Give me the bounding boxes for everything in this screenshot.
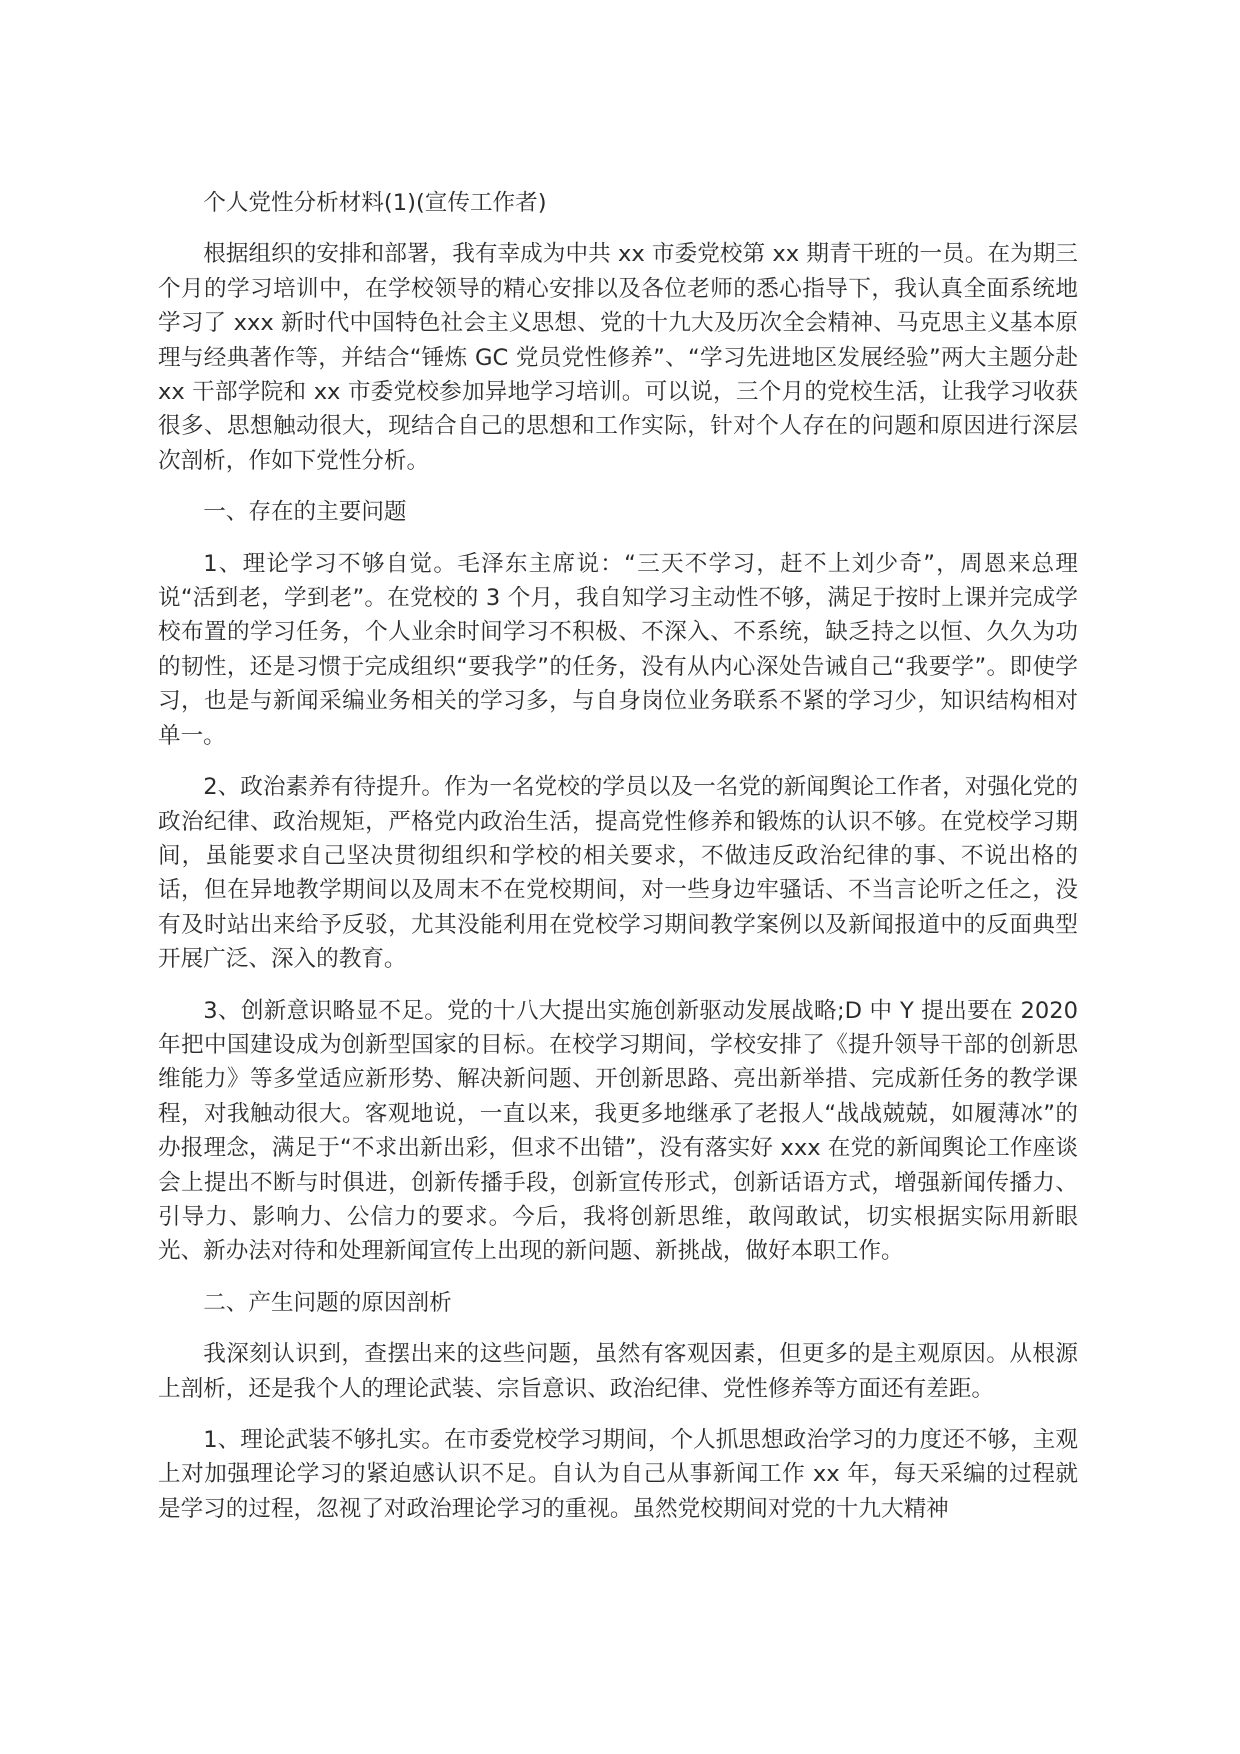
paragraph-problem-1: 1、理论学习不够自觉。毛泽东主席说：“三天不学习，赶不上刘少奇”，周恩来总理说“活到老，学到老”。在党校的 3 个月，我自知学习主动性不够，满足于按时上课并完成学校布置的学习任务，个人业余时间学习不积极、不深入、不系统，缺乏持之以恒、久久为功的韧性，还是习惯于完成组织“要我学”的任务，没有从内心深处告诫自己“我要学”。即使学习，也是与新闻采编业务相关的学习多，与自身岗位业务联系不紧的学习少，知识结构相对单一。 (158, 550, 1078, 749)
paragraph-problem-3: 3、创新意识略显不足。党的十八大提出实施创新驱动发展战略;D 中 Y 提出要在 2020 年把中国建设成为创新型国家的目标。在校学习期间，学校安排了《提升领导干部的创新思维能力》等多堂适应新形势、解决新问题、开创新思路、亮出新举措、完成新任务的教学课程，对我触动很大。客观地说，一直以来，我更多地继承了老报人“战战兢兢，如履薄冰”的办报理念，满足于“不求出新出彩，但求不出错”，没有落实好 xxx 在党的新闻舆论工作座谈会上提出不断与时俱进，创新传播手段，创新宣传形式，创新话语方式，增强新闻传播力、引导力、影响力、公信力的要求。今后，我将创新思维，敢闯敢试，切实根据实际用新眼光、新办法对待和处理新闻宣传上出现的新问题、新挑战，做好本职工作。 (158, 997, 1078, 1265)
paragraph-problem-2: 2、政治素养有待提升。作为一名党校的学员以及一名党的新闻舆论工作者，对强化党的政治纪律、政治规矩，严格党内政治生活，提高党性修养和锻炼的认识不够。在党校学习期间，虽能要求自己坚决贯彻组织和学校的相关要求，不做违反政治纪律的事、不说出格的话，但在异地教学期间以及周末不在党校期间，对一些身边牢骚话、不当言论听之任之，没有及时站出来给予反驳，尤其没能利用在党校学习期间教学案例以及新闻报道中的反面典型开展广泛、深入的教育。 (158, 774, 1078, 973)
paragraph-causes-intro: 我深刻认识到，查摆出来的这些问题，虽然有客观因素，但更多的是主观原因。从根源上剖析，还是我个人的理论武装、宗旨意识、政治纪律、党性修养等方面还有差距。 (158, 1341, 1078, 1402)
document-title: 个人党性分析材料(1)(宣传工作者) (203, 190, 547, 216)
section-heading-causes: 二、产生问题的原因剖析 (203, 1289, 452, 1316)
paragraph-intro: 根据组织的安排和部署，我有幸成为中共 xx 市委党校第 xx 期青干班的一员。在为期三个月的学习培训中，在学校领导的精心安排以及各位老师的悉心指导下，我认真全面系统地学习了 xxx 新时代中国特色社会主义思想、党的十九大及历次全会精神、马克思主义基本原理与经典著作等，并结合“锤炼 GC 党员党性修养”、“学习先进地区发展经验”两大主题分赴 xx 干部学院和 xx 市委党校参加异地学习培训。可以说，三个月的党校生活，让我学习收获很多、思想触动很大，现结合自己的思想和工作实际，针对个人存在的问题和原因进行深层次剖析，作如下党性分析。 (158, 241, 1078, 474)
paragraph-cause-1: 1、理论武装不够扎实。在市委党校学习期间，个人抓思想政治学习的力度还不够，主观上对加强理论学习的紧迫感认识不足。自认为自己从事新闻工作 xx 年，每天采编的过程就是学习的过程，忽视了对政治理论学习的重视。虽然党校期间对党的十九大精神 (158, 1427, 1078, 1522)
document-page (158, 186, 1078, 1543)
section-heading-problems: 一、存在的主要问题 (203, 499, 407, 526)
